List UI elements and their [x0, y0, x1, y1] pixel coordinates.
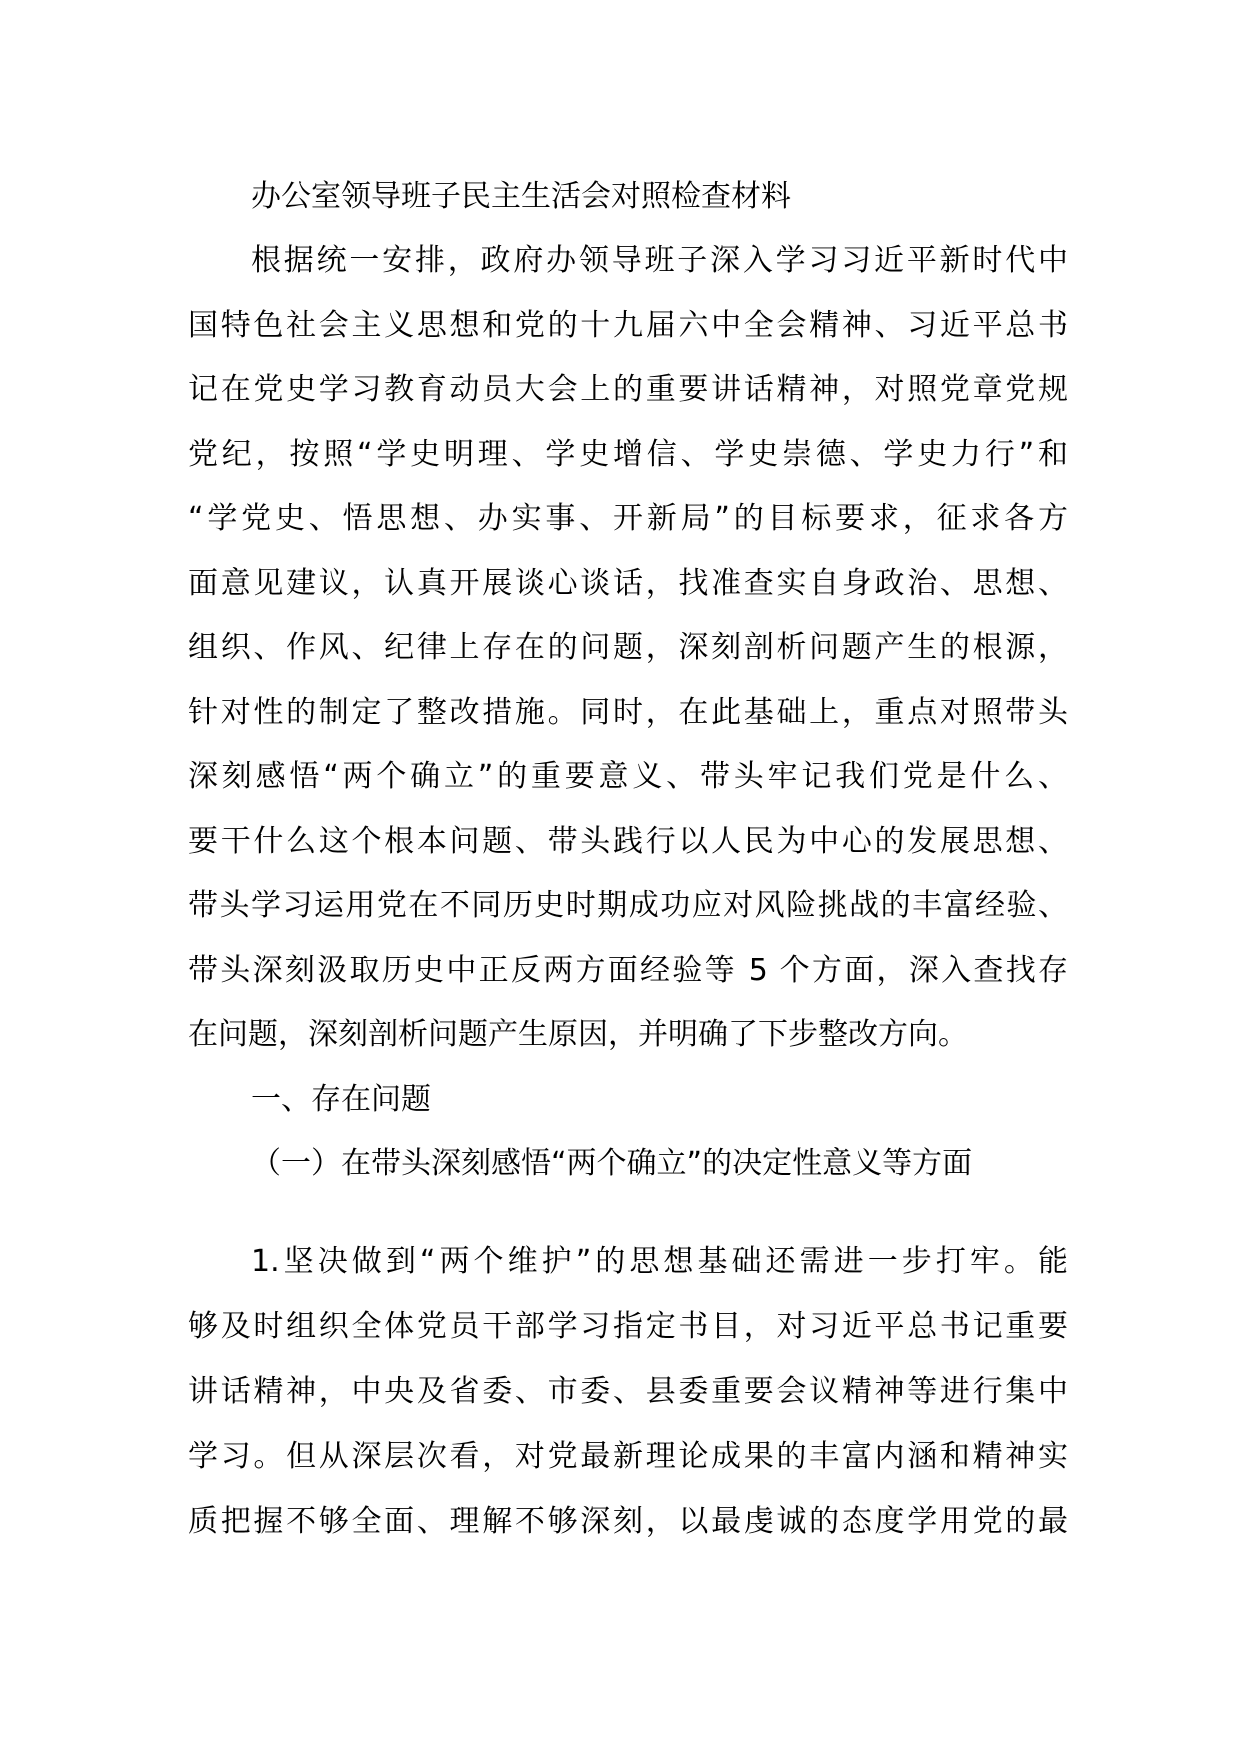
- intro-line: 记在党史学习教育动员大会上的重要讲话精神，对照党章党规: [188, 372, 1068, 407]
- intro-line: 党纪，按照“学史明理、学史增信、学史崇德、学史力行”和: [188, 436, 1068, 472]
- intro-line: “学党史、悟思想、办实事、开新局”的目标要求，征求各方: [188, 501, 1068, 536]
- intro-line: 面意见建议，认真开展谈心谈话，找准查实自身政治、思想、: [188, 565, 1068, 601]
- intro-paragraph: [188, 229, 1068, 1068]
- intro-line: 针对性的制定了整改措施。同时，在此基础上，重点对照带头: [188, 694, 1068, 730]
- point1-paragraph: [188, 1229, 1068, 1554]
- intro-line: 组织、作风、纪律上存在的问题，深刻剖析问题产生的根源，: [188, 630, 1068, 665]
- point1-line: 1.坚决做到“两个维护”的思想基础还需进一步打牢。能: [251, 1243, 1068, 1279]
- point1-line: 学习。但从深层次看，对党最新理论成果的丰富内涵和精神实: [188, 1438, 1068, 1474]
- section-heading: 一、存在问题: [251, 1081, 431, 1117]
- point1-line: 讲话精神，中央及省委、市委、县委重要会议精神等进行集中: [188, 1373, 1068, 1409]
- intro-line: 国特色社会主义思想和党的十九届六中全会精神、习近平总书: [188, 307, 1068, 343]
- intro-line: 带头学习运用党在不同历史时期成功应对风险挑战的丰富经验、: [188, 888, 1068, 923]
- document-title: 办公室领导班子民主生活会对照检查材料: [251, 179, 791, 214]
- point1-line: 够及时组织全体党员干部学习指定书目，对习近平总书记重要: [188, 1308, 1068, 1344]
- intro-line: 深刻感悟“两个确立”的重要意义、带头牢记我们党是什么、: [188, 759, 1068, 794]
- intro-line: 在问题，深刻剖析问题产生原因，并明确了下步整改方向。: [188, 1017, 968, 1052]
- intro-line: 要干什么这个根本问题、带头践行以人民为中心的发展思想、: [188, 823, 1068, 859]
- intro-line: 带头深刻汲取历史中正反两方面经验等 5 个方面，深入查找存: [188, 952, 1068, 988]
- document-body: [188, 165, 1068, 1554]
- subsection-heading: （一）在带头深刻感悟“两个确立”的决定性意义等方面: [251, 1146, 973, 1181]
- intro-line: 根据统一安排，政府办领导班子深入学习习近平新时代中: [251, 243, 1068, 278]
- spacer: [188, 1197, 1068, 1229]
- point1-line: 质把握不够全面、理解不够深刻，以最虔诚的态度学用党的最: [188, 1503, 1068, 1539]
